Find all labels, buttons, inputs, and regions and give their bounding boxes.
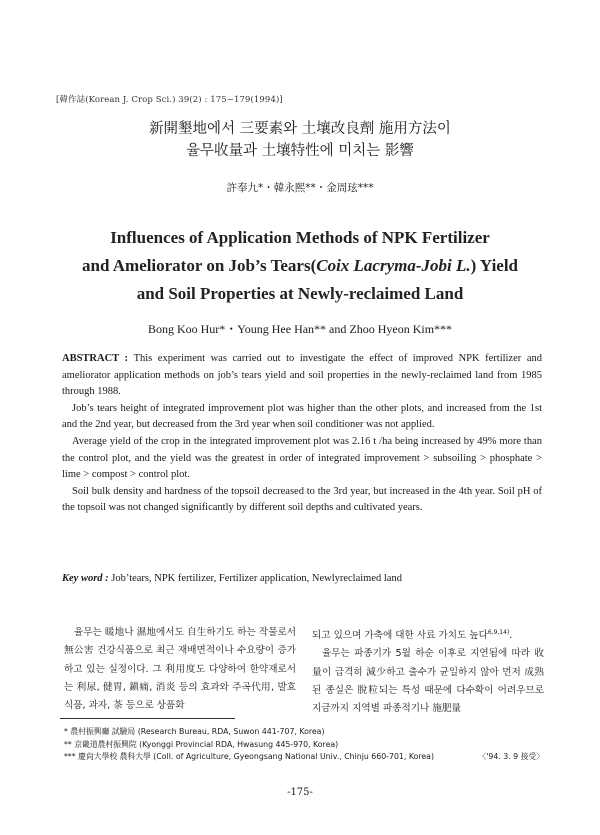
abstract-label: ABSTRACT :	[62, 353, 134, 364]
body-right-paragraph-2: 율무는 파종기가 5월 하순 이후로 지연됨에 따라 收量이 급격히 減少하고 출수가 균일하지 않아 먼저 成熟된 종실은 脫粒되는 특성 때문에 다수확이 어려우므로 지금까지 지역별 파종적기나 施肥量	[312, 648, 544, 715]
abstract-paragraph-4: Soil bulk density and hardness of the topsoil decreased to the 3rd year, but increased in the 4th year. Soil pH of the topsoil was not changed significantly by different soil depths and cultivated years.	[62, 485, 542, 514]
english-title-line1: Influences of Application Methods of NPK Fertilizer	[110, 228, 490, 247]
footnotes	[64, 726, 544, 764]
english-title-line2-post: ) Yield	[470, 256, 519, 275]
english-title-species: Coix Lacryma-Jobi L.	[316, 256, 471, 275]
footnote-2: ** 京畿道農村振興院 (Kyonggi Provincial RDA, Hwasung 445-970, Korea)	[64, 739, 339, 749]
body-column-left	[64, 624, 296, 715]
body-column-right	[312, 624, 544, 719]
received-date: 〈'94. 3. 9 接受〉	[478, 752, 544, 761]
footnote-3: *** 慶尙大學校 農科大學 (Coll. of Agriculture, Gyeongsang National Univ., Chinju 660-701, Korea)	[64, 752, 434, 761]
korean-title-line2: 율무收量과 土壤特性에 미치는 影響	[186, 143, 414, 159]
footnote-divider	[60, 718, 235, 719]
footnote-1: * 農村振興廳 試驗局 (Research Bureau, RDA, Suwon 441-707, Korea)	[64, 727, 325, 736]
english-title-line2	[0, 253, 600, 278]
korean-title-line1: 新開墾地에서 三要素와 土壤改良劑 施用方法이	[149, 121, 451, 137]
body-right-text-1-end: .	[509, 630, 513, 642]
page-number: -175-	[287, 787, 313, 798]
english-authors: Bong Koo Hur*・Young Hee Han** and Zhoo Hyeon Kim***	[147, 322, 453, 336]
footnote-3-row	[64, 751, 544, 764]
body-right-paragraph-1	[312, 624, 544, 645]
english-title-line3: and Soil Properties at Newly-reclaimed Land	[136, 284, 464, 303]
body-left-paragraph: 율무는 暖地나 濕地에서도 自生하기도 하는 작물로서 無公害 건강식품으로 최근 재배면적이나 수요량이 증가하고 있는 실정이다. 그 利用度도 다양하여 한약재로서는 利尿, 健胃, 鎭痛, 消炎 등의 효과와 주곡代用, 발효식품, 과자, 茶 등으로 상품화	[64, 627, 296, 712]
abstract	[62, 351, 542, 517]
keyword-text: Job’tears, NPK fertilizer, Fertilizer application, Newlyreclaimed land	[111, 573, 402, 584]
abstract-paragraph-3: Average yield of the crop in the integrated improvement plot was 2.16 t /ha being increased by 49% more than the control plot, and the yield was the greatest in order of integrated improvement > subsoiling > phosphate > lime > compost > control plot.	[62, 435, 542, 481]
abstract-paragraph-1	[62, 351, 542, 401]
korean-authors: 許奉九*・韓永熙**・金周玹***	[226, 182, 374, 194]
citation-ref: 6,9,14)	[487, 629, 510, 636]
journal-citation: [韓作誌(Korean J. Crop Sci.) 39(2) : 175~179(1994)]	[56, 95, 283, 105]
body-right-text-1: 되고 있으며 가축에 대한 사료 가치도 높다	[312, 630, 488, 642]
abstract-text-1: This experiment was carried out to investigate the effect of improved NPK fertilizer and ameliorator application methods on job’s tears yield and soil properties in the newly-reclaimed land from 1985 through 1988.	[62, 353, 542, 398]
keyword-label: Key word :	[62, 573, 112, 584]
english-title-line2-pre: and Ameliorator on Job’s Tears(	[81, 256, 317, 275]
keywords	[62, 573, 542, 584]
abstract-paragraph-2: Job’s tears height of integrated improvement plot was higher than the other plots, and increased from the 1st and the 2nd year, but decreased from the 3rd year when soil conditioner was not applied.	[62, 402, 542, 431]
